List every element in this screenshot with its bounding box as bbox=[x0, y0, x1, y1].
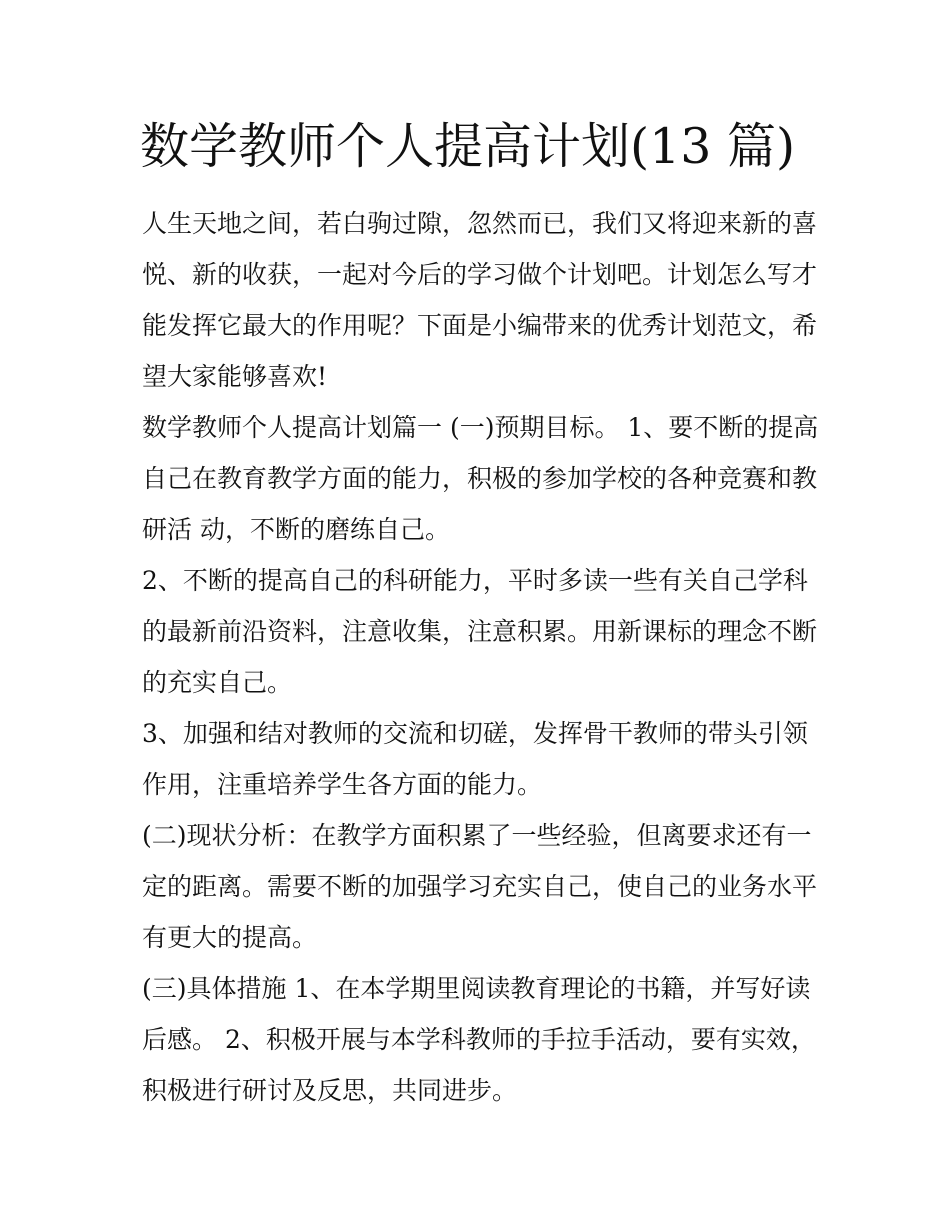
text-line: 悦、新的收获，一起对今后的学习做个计划吧。计划怎么写才 bbox=[142, 260, 818, 289]
text-line: 数学教师个人提高计划篇一 (一)预期目标。 1、要不断的提高 bbox=[142, 413, 819, 442]
text-line: 能发挥它最大的作用呢？下面是小编带来的优秀计划范文，希 bbox=[142, 311, 818, 340]
text-line: 积极进行研讨及反思，共同进步。 bbox=[142, 1076, 518, 1105]
text-line: 后感。 2、积极开展与本学科教师的手拉手活动，要有实效， bbox=[142, 1025, 816, 1054]
text-line: 人生天地之间，若白驹过隙，忽然而已，我们又将迎来新的喜 bbox=[142, 209, 818, 238]
text-line: 有更大的提高。 bbox=[142, 923, 318, 952]
text-line: 自己在教育教学方面的能力，积极的参加学校的各种竞赛和教 bbox=[142, 464, 818, 493]
paragraph-expected-goals bbox=[142, 402, 818, 555]
document-body bbox=[142, 198, 818, 1116]
text-line: (三)具体措施 1、在本学期里阅读教育理论的书籍，并写好读 bbox=[142, 974, 811, 1003]
text-line: 定的距离。需要不断的加强学习充实自己，使自己的业务水平 bbox=[142, 872, 818, 901]
text-line: 的充实自己。 bbox=[142, 668, 293, 697]
document-title: 数学教师个人提高计划(13 篇) bbox=[140, 118, 796, 175]
text-line: 作用，注重培养学生各方面的能力。 bbox=[142, 770, 543, 799]
text-line: 2、不断的提高自己的科研能力，平时多读一些有关自己学科 bbox=[142, 566, 808, 595]
text-line: 的最新前沿资料，注意收集，注意积累。用新课标的理念不断 bbox=[142, 617, 818, 646]
paragraph-research-ability bbox=[142, 555, 818, 708]
paragraph-current-analysis bbox=[142, 810, 818, 963]
text-line: 研活 动，不断的磨练自己。 bbox=[142, 515, 450, 544]
paragraph-specific-measures bbox=[142, 963, 818, 1116]
paragraph-intro bbox=[142, 198, 818, 402]
text-line: 望大家能够喜欢! bbox=[142, 362, 328, 391]
paragraph-teacher-exchange bbox=[142, 708, 818, 810]
text-line: 3、加强和结对教师的交流和切磋，发挥骨干教师的带头引领 bbox=[142, 719, 808, 748]
text-line: (二)现状分析：在教学方面积累了一些经验，但离要求还有一 bbox=[142, 821, 812, 850]
